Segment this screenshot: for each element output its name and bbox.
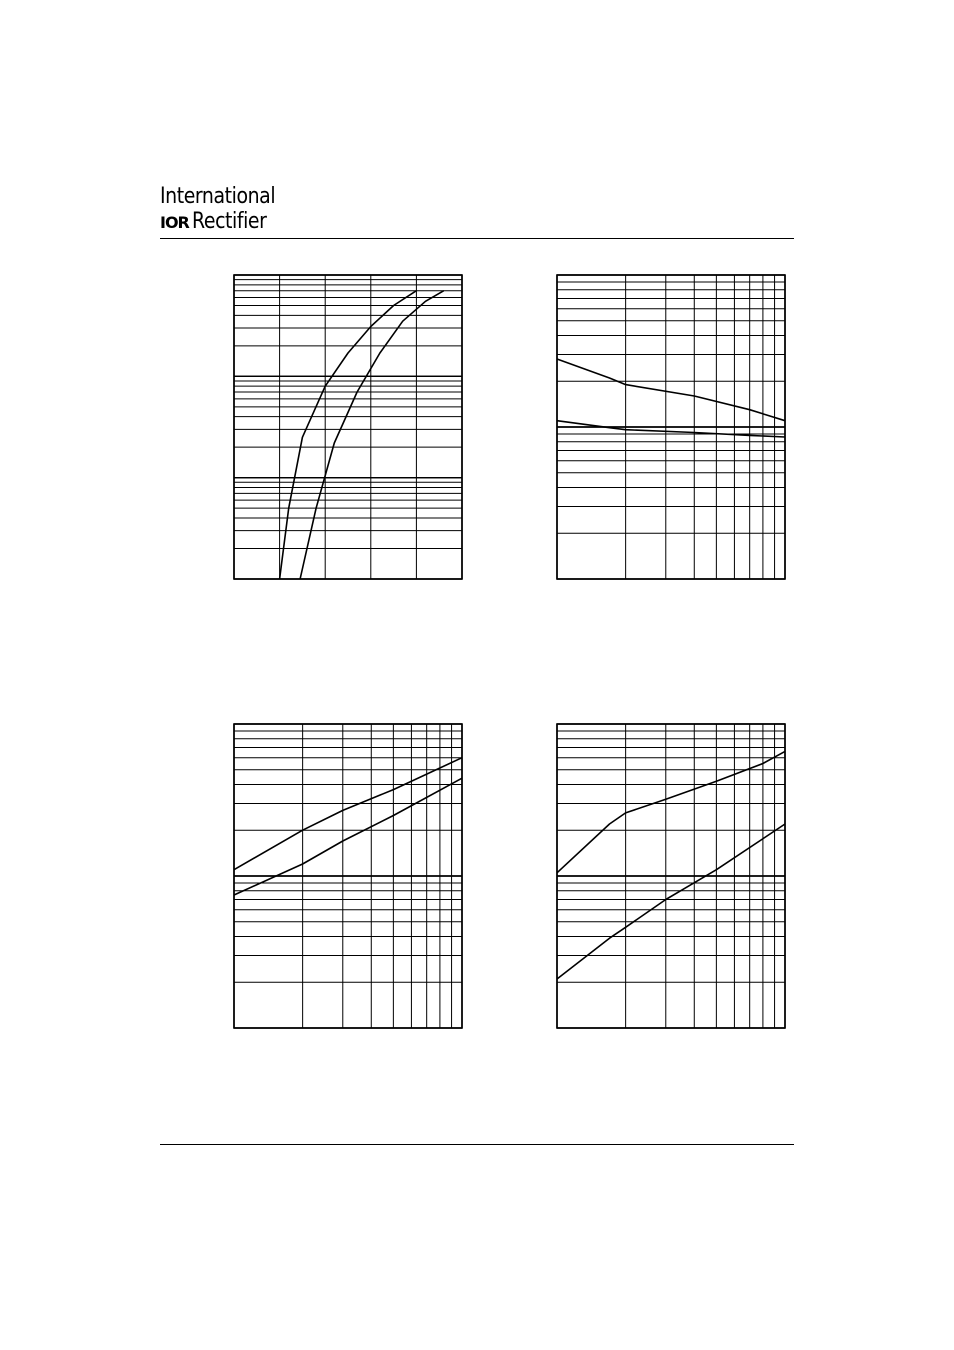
series-1-line	[234, 758, 462, 870]
brand-name-international: International	[160, 184, 276, 209]
series-2-line	[300, 291, 444, 579]
plot-area	[557, 275, 785, 579]
chart-top-right	[555, 273, 787, 581]
series-1-line	[280, 291, 417, 579]
plot-area	[234, 275, 462, 579]
plot-area	[557, 724, 785, 1028]
footer-divider	[160, 1144, 794, 1145]
chart-bottom-left	[232, 722, 464, 1030]
ior-logo-mark: IOR	[160, 213, 189, 232]
company-logo	[160, 186, 294, 233]
plot-frame	[234, 275, 462, 579]
series-2-line	[234, 778, 462, 895]
header-divider	[160, 238, 794, 239]
plot-area	[234, 724, 462, 1028]
series-2-line	[557, 421, 785, 437]
chart-bottom-right	[555, 722, 787, 1030]
brand-name-rectifier: Rectifier	[191, 209, 267, 234]
chart-top-left	[232, 273, 464, 581]
series-1-line	[557, 359, 785, 421]
